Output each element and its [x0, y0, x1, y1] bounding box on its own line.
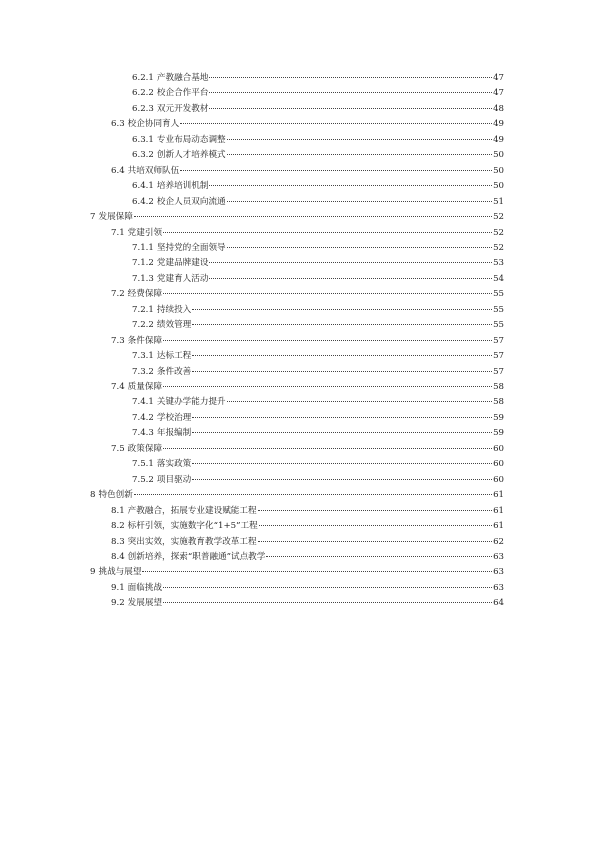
- toc-entry-page: 50: [493, 150, 504, 161]
- toc-entry[interactable]: [132, 133, 504, 149]
- toc-entry-number: 7.3.1: [132, 351, 154, 362]
- toc-entry-page: 52: [493, 242, 504, 253]
- toc-dot-leader: [163, 232, 492, 233]
- toc-entry-title: 党建品牌建设: [156, 258, 209, 269]
- toc-entry-title: 落实政策: [156, 459, 192, 470]
- toc-entry-number: 7.1: [111, 227, 125, 238]
- toc-dot-leader: [227, 201, 492, 202]
- toc-entry[interactable]: [132, 71, 504, 87]
- toc-entry-title: 专业布局动态调整: [156, 134, 226, 145]
- toc-entry-page: 51: [493, 196, 504, 207]
- toc-entry-page: 49: [493, 119, 504, 130]
- toc-entry-page: 58: [493, 397, 504, 408]
- toc-dot-leader: [163, 587, 492, 588]
- toc-entry-title: 党建引领: [127, 227, 163, 238]
- toc-dot-leader: [192, 355, 492, 356]
- toc-entry-number: 8.4: [111, 551, 125, 562]
- toc-entry[interactable]: [132, 457, 504, 473]
- toc-entry-page: 54: [493, 273, 504, 284]
- toc-entry-page: 55: [493, 304, 504, 315]
- toc-entry[interactable]: [111, 504, 504, 520]
- toc-dot-leader: [227, 154, 492, 155]
- toc-entry[interactable]: [132, 272, 504, 288]
- toc-entry-page: 60: [493, 443, 504, 454]
- toc-entry-page: 57: [493, 366, 504, 377]
- toc-entry-page: 63: [493, 582, 504, 593]
- toc-entry-number: 9.2: [111, 598, 125, 609]
- toc-entry[interactable]: [111, 164, 504, 180]
- toc-entry-page: 57: [493, 351, 504, 362]
- toc-entry-number: 7.5.2: [132, 474, 154, 485]
- toc-entry-page: 52: [493, 227, 504, 238]
- toc-entry-page: 60: [493, 459, 504, 470]
- toc-entry[interactable]: [132, 318, 504, 334]
- toc-entry-number: 7.5: [111, 443, 125, 454]
- toc-dot-leader: [163, 340, 492, 341]
- toc-entry-number: 7.5.1: [132, 459, 154, 470]
- toc-entry-page: 49: [493, 134, 504, 145]
- toc-entry-number: 7.1.3: [132, 273, 154, 284]
- toc-entry-number: 6.2.3: [132, 103, 154, 114]
- toc-dot-leader: [209, 262, 492, 263]
- toc-dot-leader: [192, 371, 492, 372]
- toc-entry-number: 6.3: [111, 119, 125, 130]
- toc-entry-number: 6.3.1: [132, 134, 154, 145]
- toc-entry-number: 7.4.3: [132, 428, 154, 439]
- toc-entry-number: 9.1: [111, 582, 125, 593]
- toc-entry-title: 校企人员双向流通: [156, 196, 226, 207]
- toc-entry[interactable]: [111, 226, 504, 242]
- toc-entry[interactable]: [111, 550, 504, 566]
- toc-entry-number: 7.4: [111, 382, 125, 392]
- toc-entry[interactable]: [111, 519, 504, 535]
- toc-dot-leader: [163, 293, 492, 294]
- toc-entry-title: 发展展望: [127, 598, 163, 609]
- toc-entry-page: 62: [493, 536, 504, 547]
- toc-entry-page: 59: [493, 428, 504, 439]
- toc-dot-leader: [180, 170, 492, 171]
- toc-entry-page: 61: [493, 490, 504, 501]
- toc-entry-number: 7.3: [111, 335, 125, 346]
- toc-entry[interactable]: [111, 334, 504, 350]
- toc-entry-page: 63: [493, 567, 504, 578]
- toc-entry[interactable]: [132, 473, 504, 489]
- toc-entry[interactable]: [111, 581, 504, 597]
- toc-entry[interactable]: [132, 241, 504, 257]
- toc-dot-leader: [163, 448, 492, 449]
- toc-entry-page: 55: [493, 320, 504, 331]
- toc-dot-leader: [258, 541, 492, 542]
- toc-entry[interactable]: [132, 303, 504, 319]
- toc-entry-number: 7.2.2: [132, 320, 154, 331]
- toc-entry-title: 挑战与展望: [98, 567, 142, 578]
- toc-entry[interactable]: [111, 380, 504, 396]
- toc-entry-title: 经费保障: [127, 289, 163, 300]
- toc-entry-number: 7.1.1: [132, 242, 154, 253]
- toc-entry-title: 产教融合基地: [156, 73, 209, 83]
- toc-entry-page: 61: [493, 505, 504, 516]
- toc-entry[interactable]: [90, 488, 504, 504]
- toc-entry-number: 8.3: [111, 536, 125, 547]
- toc-entry-number: 7.2: [111, 289, 125, 300]
- toc-entry[interactable]: [132, 426, 504, 442]
- toc-entry-page: 59: [493, 412, 504, 423]
- toc-dot-leader: [209, 77, 492, 78]
- toc-entry-title: 校企合作平台: [156, 88, 209, 99]
- toc-entry-page: 47: [493, 73, 504, 83]
- toc-entry-number: 8.1: [111, 505, 125, 516]
- toc-entry-page: 55: [493, 289, 504, 300]
- toc-entry[interactable]: [132, 395, 504, 411]
- toc-entry-number: 8.2: [111, 521, 125, 532]
- toc-entry-number: 9: [90, 567, 96, 578]
- toc-dot-leader: [209, 185, 492, 186]
- toc-entry[interactable]: [90, 565, 504, 581]
- toc-dot-leader: [259, 525, 492, 526]
- toc-entry[interactable]: [132, 365, 504, 381]
- toc-entry[interactable]: [132, 349, 504, 365]
- toc-dot-leader: [209, 108, 492, 109]
- toc-entry-page: 50: [493, 181, 504, 192]
- toc-entry-page: 53: [493, 258, 504, 269]
- toc-entry-number: 6.3.2: [132, 150, 154, 161]
- toc-entry-title: 学校治理: [156, 412, 192, 423]
- toc-entry[interactable]: [111, 596, 504, 612]
- toc-dot-leader: [227, 139, 492, 140]
- toc-entry-title: 面临挑战: [127, 582, 163, 593]
- toc-entry[interactable]: [132, 86, 504, 102]
- toc-entry[interactable]: [132, 179, 504, 195]
- toc-entry[interactable]: [132, 195, 504, 211]
- toc-entry-title: 标杆引领，实施数字化“1+5”工程: [127, 521, 258, 532]
- toc-entry-page: 63: [493, 551, 504, 562]
- toc-entry[interactable]: [111, 117, 504, 133]
- toc-entry-page: 60: [493, 474, 504, 485]
- toc-dot-leader: [180, 123, 492, 124]
- toc-entry-number: 6.2.2: [132, 88, 154, 99]
- toc-entry-number: 6.2.1: [132, 73, 154, 83]
- toc-dot-leader: [134, 494, 492, 495]
- toc-entry-title: 培养培训机制: [156, 181, 209, 192]
- toc-entry-title: 发展保障: [98, 212, 133, 223]
- toc-entry-number: 6.4.1: [132, 181, 154, 192]
- toc-entry-page: 50: [493, 165, 504, 176]
- toc-dot-leader: [192, 432, 492, 433]
- toc-entry-title: 特色创新: [98, 490, 133, 501]
- toc-dot-leader: [266, 556, 492, 557]
- toc-entry-page: 64: [493, 598, 504, 609]
- toc-entry-title: 关键办学能力提升: [156, 397, 226, 408]
- toc-dot-leader: [192, 463, 492, 464]
- toc-entry-title: 年报编制: [156, 428, 192, 439]
- toc-entry-title: 校企协同育人: [127, 119, 180, 130]
- toc-entry-title: 党建育人活动: [156, 273, 209, 284]
- toc-entry-number: 6.4: [111, 165, 125, 176]
- toc-entry-title: 质量保障: [127, 382, 163, 392]
- toc-entry-title: 坚持党的全面领导: [156, 242, 226, 253]
- toc-entry-number: 7: [90, 212, 96, 223]
- toc-dot-leader: [192, 417, 492, 418]
- toc-entry-page: 58: [493, 382, 504, 392]
- toc-entry-title: 持续投入: [156, 304, 192, 315]
- toc-entry-page: 48: [493, 103, 504, 114]
- toc-entry-title: 达标工程: [156, 351, 192, 362]
- toc-dot-leader: [192, 479, 492, 480]
- toc-dot-leader: [192, 324, 492, 325]
- toc-entry-title: 绩效管理: [156, 320, 192, 331]
- toc-dot-leader: [209, 92, 492, 93]
- toc-entry-number: 7.4.2: [132, 412, 154, 423]
- toc-entry[interactable]: [111, 287, 504, 303]
- toc-entry-page: 61: [493, 521, 504, 532]
- toc-entry-title: 共培双师队伍: [127, 165, 180, 176]
- toc-entry-number: 7.4.1: [132, 397, 154, 408]
- toc-entry-page: 47: [493, 88, 504, 99]
- toc-entry[interactable]: [132, 256, 504, 272]
- toc-entry-title: 创新培养，探索“职普融通”试点教学: [127, 551, 266, 562]
- toc-dot-leader: [209, 278, 492, 279]
- toc-entry-title: 项目驱动: [156, 474, 192, 485]
- toc-entry-number: 7.3.2: [132, 366, 154, 377]
- toc-dot-leader: [163, 386, 492, 387]
- toc-dot-leader: [192, 309, 492, 310]
- toc-dot-leader: [134, 216, 492, 217]
- toc-dot-leader: [258, 510, 492, 511]
- toc-entry-number: 7.1.2: [132, 258, 154, 269]
- toc-entry[interactable]: [132, 411, 504, 427]
- toc-dot-leader: [227, 401, 492, 402]
- toc-dot-leader: [142, 571, 492, 572]
- toc-dot-leader: [163, 602, 492, 603]
- toc-entry-title: 条件保障: [127, 335, 163, 346]
- toc-entry-number: 6.4.2: [132, 196, 154, 207]
- toc-entry-title: 突出实效，实施教育教学改革工程: [127, 536, 257, 547]
- toc-entry-page: 57: [493, 335, 504, 346]
- toc-dot-leader: [227, 247, 492, 248]
- toc-entry-title: 产教融合，拓展专业建设赋能工程: [127, 505, 257, 516]
- toc-entry-title: 政策保障: [127, 443, 163, 454]
- toc-entry[interactable]: [132, 148, 504, 164]
- toc-entry-title: 条件改善: [156, 366, 192, 377]
- toc-entry-number: 7.2.1: [132, 304, 154, 315]
- toc-entry[interactable]: [132, 102, 504, 118]
- toc-entry[interactable]: [90, 210, 504, 226]
- toc-entry-number: 8: [90, 490, 96, 501]
- toc-entry[interactable]: [111, 535, 504, 551]
- toc-entry-page: 52: [493, 212, 504, 223]
- toc-entry[interactable]: [111, 442, 504, 458]
- toc-entry-title: 创新人才培养模式: [156, 150, 226, 161]
- toc-entry-title: 双元开发教材: [156, 103, 209, 114]
